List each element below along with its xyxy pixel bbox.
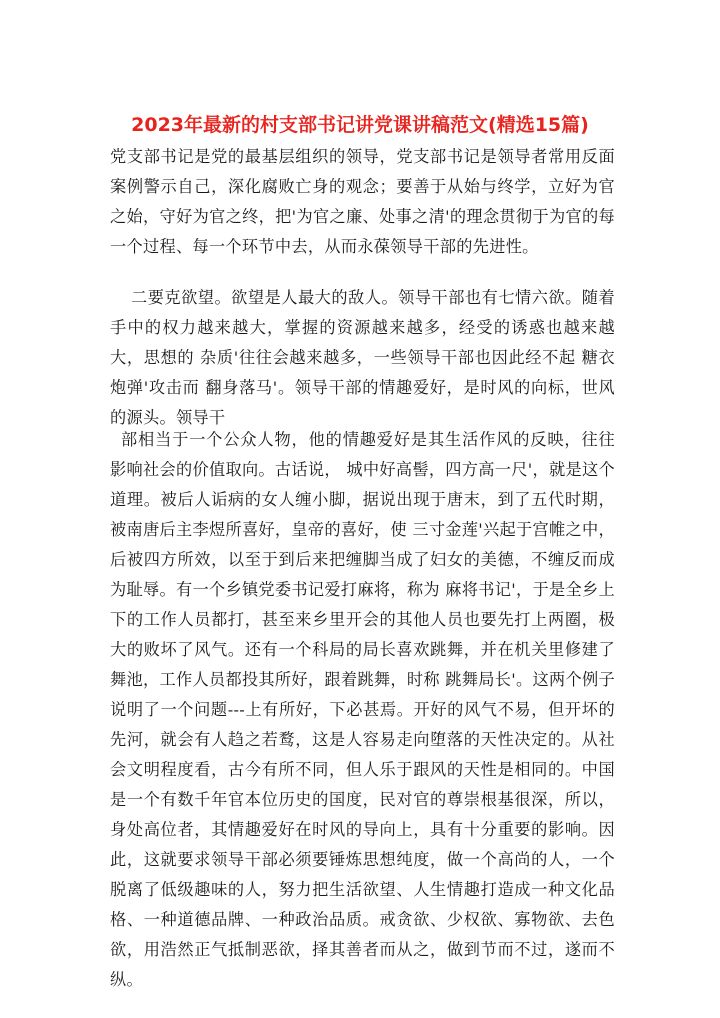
- paragraph-2: 二要克欲望。欲望是人最大的敌人。领导干部也有七情六欲。随着手中的权力越来越大，掌握的资源越来越多，经受的诱惑也越来越大，思想的 杂质'往往会越来越多，一些领导干部也因此经不起 糖衣炮弹'攻击而 翻身落马'。领导干部的情趣爱好，是时风的向标，世风的源头。领导干: [110, 288, 615, 427]
- paragraph-3: 部相当于一个公众人物，他的情趣爱好是其生活作风的反映，往往影响社会的价值取向。古话说， 城中好高髻，四方高一尺'，就是这个道理。被后人诟病的女人缠小脚，据说出现于唐末，到了五代时期，被南唐后主李煜所喜好，皇帝的喜好，使 三寸金莲'兴起于宫帷之中，后被四方所效，以至于到后来把缠脚当成了妇女的美德，不缠反而成为耻辱。有一个乡镇党委书记爱打麻将，称为 麻将书记'，于是全乡上下的工作人员都打，甚至来乡里开会的其他人员也要先打上两圈，极大的败坏了风气。还有一个科局的局长喜欢跳舞，并在机关里修建了舞池，工作人员都投其所好，跟着跳舞，时称 跳舞局长'。这两个例子说明了一个问题---上有所好，下必甚焉。开好的风气不易，但开坏的先河，就会有人趋之若鹜，这是人容易走向堕落的天性决定的。从社会文明程度看，古今有所不同，但人乐于跟风的天性是相同的。中国是一个有数千年官本位历史的国度，民对官的尊崇根基很深，所以，身处高位者，其情趣爱好在时风的导向上，具有十分重要的影响。因此，这就要求领导干部必须要锤炼思想纯度，做一个高尚的人，一个脱离了低级趣味的人，努力把生活欲望、人生情趣打造成一种文化品格、一种道德品牌、一种政治品质。戒贪欲、少权欲、寡物欲、去色欲，用浩然正气抵制恶欲，择其善者而从之，做到节而不过，遂而不纵。: [110, 430, 615, 989]
- page-title: 2023年最新的村支部书记讲党课讲稿范文(精选15篇): [131, 114, 589, 136]
- paragraph-1: 党支部书记是党的最基层组织的领导，党支部书记是领导者常用反面案例警示自己，深化腐败亡身的观念；要善于从始与终学，立好为官之始，守好为官之终，把'为官之廉、处事之清'的理念贯彻于为官的每一个过程、每一个环节中去，从而永葆领导干部的先进性。: [110, 147, 615, 256]
